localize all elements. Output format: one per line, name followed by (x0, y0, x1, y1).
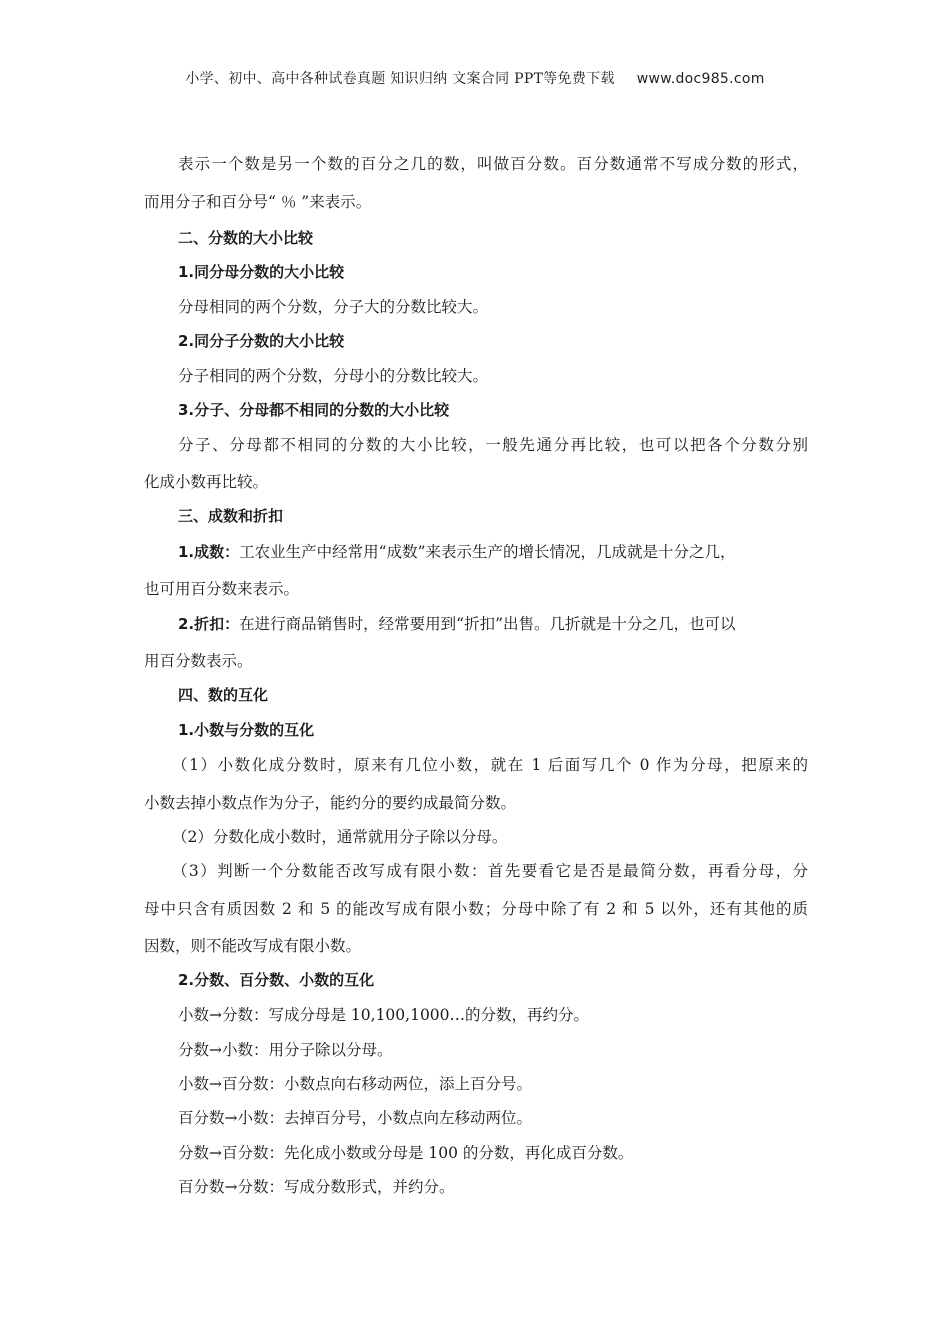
paragraph-line: （1）小数化成分数时，原来有几位小数，就在 1 后面写几个 0 作为分母，把原来的 (172, 756, 808, 774)
subsection-heading: 1.小数与分数的互化 (178, 721, 315, 739)
paragraph-line: 因数，则不能改写成有限小数。 (144, 937, 362, 955)
term-label: 2.折扣： (178, 615, 240, 633)
page-header (0, 68, 950, 88)
paragraph-line: 分子、分母都不相同的分数的大小比较，一般先通分再比较，也可以把各个分数分别 (178, 436, 808, 454)
subsection-heading: 3.分子、分母都不相同的分数的大小比较 (178, 401, 450, 419)
header-text: 小学、初中、高中各种试卷真题 知识归纳 文案合同 PPT等免费下载 (185, 71, 615, 87)
section-heading: 二、分数的大小比较 (178, 229, 314, 247)
paragraph-line: （2）分数化成小数时，通常就用分子除以分母。 (172, 828, 508, 846)
paragraph-line: 分子相同的两个分数，分母小的分数比较大。 (178, 367, 489, 385)
conversion-rule: 小数→分数：写成分母是 10,100,1000…的分数，再约分。 (178, 1006, 590, 1024)
conversion-rule: 百分数→分数：写成分数形式，并约分。 (178, 1178, 455, 1196)
paragraph-line: 而用分子和百分号“ ％ ”来表示。 (144, 193, 372, 211)
paragraph-line (178, 612, 736, 634)
paragraph-line (178, 540, 736, 562)
conversion-rule: 分数→小数：用分子除以分母。 (178, 1041, 393, 1059)
paragraph-line: 用百分数表示。 (144, 652, 253, 670)
paragraph-line: （3）判断一个分数能否改写成有限小数：首先要看它是否是最简分数，再看分母，分 (172, 862, 808, 880)
paragraph-line: 也可用百分数来表示。 (144, 580, 300, 598)
paragraph-line: 表示一个数是另一个数的百分之几的数，叫做百分数。百分数通常不写成分数的形式， (178, 155, 808, 173)
paragraph-line: 分母相同的两个分数，分子大的分数比较大。 (178, 298, 489, 316)
subsection-heading: 2.分数、百分数、小数的互化 (178, 971, 375, 989)
term-label: 1.成数： (178, 543, 240, 561)
header-site-link[interactable]: www.doc985.com (636, 71, 765, 87)
paragraph-line: 母中只含有质因数 2 和 5 的能改写成有限小数；分母中除了有 2 和 5 以外，还有其他的质 (144, 900, 808, 918)
term-definition: 在进行商品销售时，经常要用到“折扣”出售。几折就是十分之几，也可以 (239, 615, 736, 633)
term-definition: 工农业生产中经常用“成数”来表示生产的增长情况，几成就是十分之几， (239, 543, 736, 561)
paragraph-line: 化成小数再比较。 (144, 473, 269, 491)
paragraph-line: 小数去掉小数点作为分子，能约分的要约成最简分数。 (144, 794, 517, 812)
subsection-heading: 2.同分子分数的大小比较 (178, 332, 345, 350)
subsection-heading: 1.同分母分数的大小比较 (178, 263, 345, 281)
section-heading: 三、成数和折扣 (178, 507, 284, 525)
conversion-rule: 百分数→小数：去掉百分号，小数点向左移动两位。 (178, 1109, 532, 1127)
section-heading: 四、数的互化 (178, 686, 269, 704)
conversion-rule: 小数→百分数：小数点向右移动两位，添上百分号。 (178, 1075, 532, 1093)
conversion-rule: 分数→百分数：先化成小数或分母是 100 的分数，再化成百分数。 (178, 1144, 634, 1162)
